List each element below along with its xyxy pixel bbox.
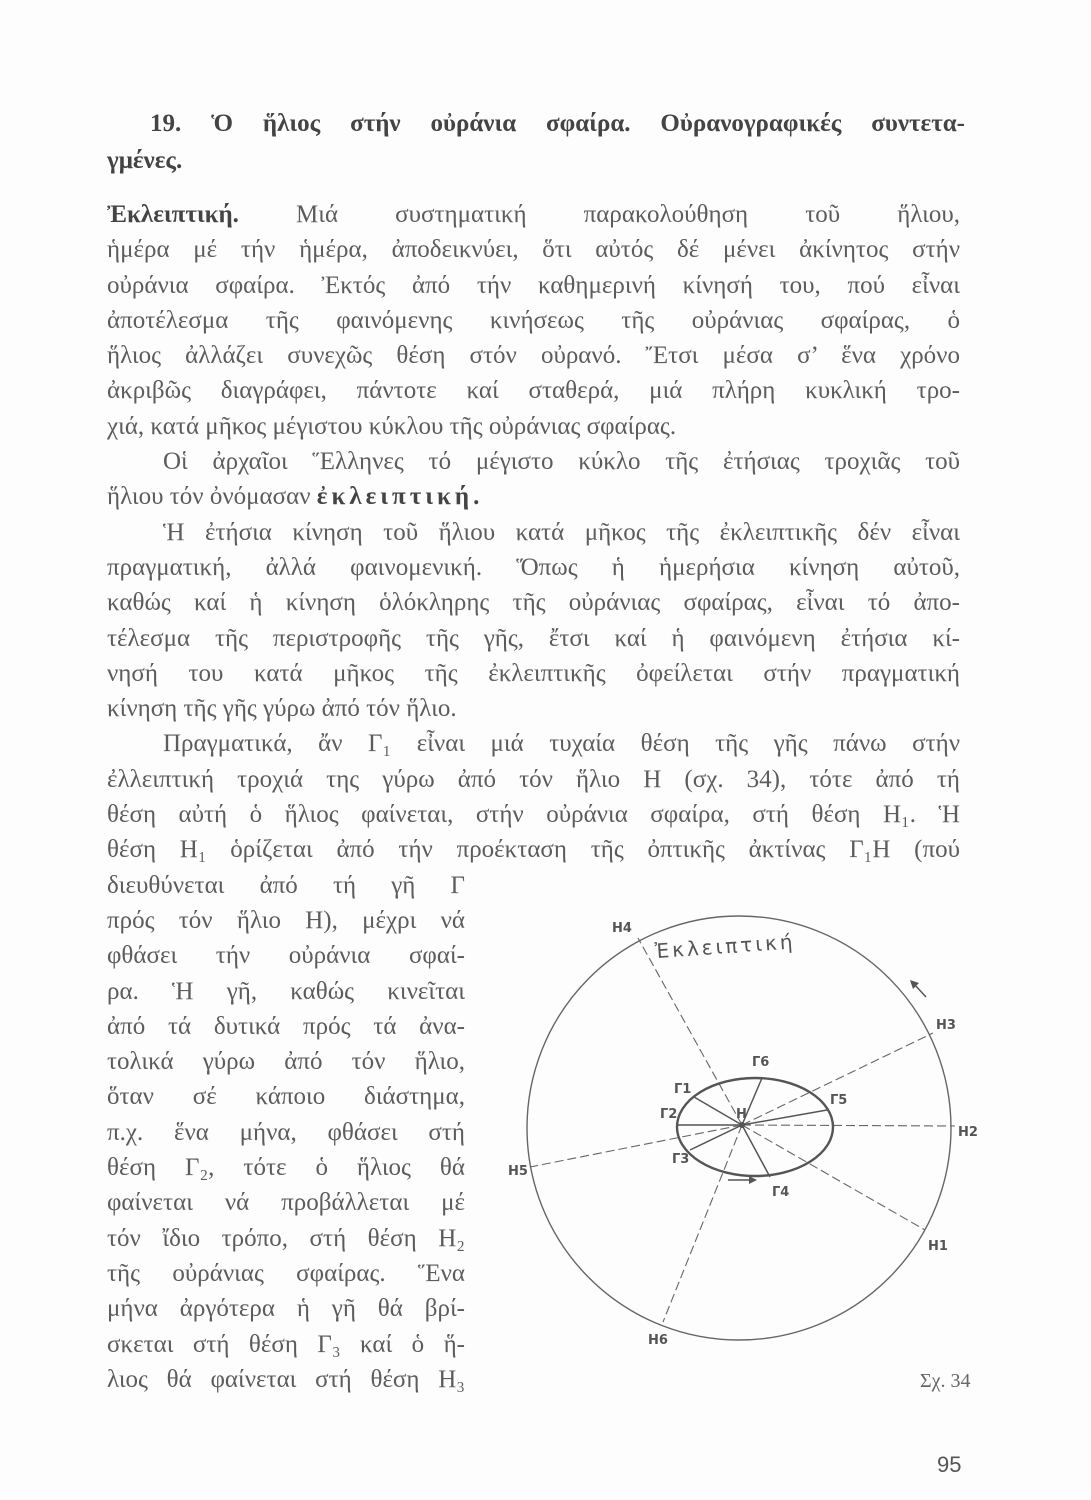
text-run: ρα. Ἡ γῆ, καθώς κινεῖται (107, 977, 465, 1005)
sun-label: Η (736, 1107, 747, 1122)
earth-position-label: Γ5 (830, 1093, 848, 1108)
text-run: νησή του κατά μῆκος τῆς ἐκλειπτικῆς ὀφείλεται στήν πραγματική (107, 659, 960, 687)
bold-term: ἐκλειπτική. (316, 483, 484, 511)
earth-position-label: Γ2 (660, 1107, 678, 1122)
sun-motion-arrow-icon (910, 980, 926, 997)
text-run: ἀπό τά δυτικά πρός τά ἀνα- (107, 1012, 465, 1040)
sightline-solid (742, 1110, 827, 1125)
text-run: διευθύνεται ἀπό τή γῆ Γ (107, 871, 465, 899)
sun-point (739, 1122, 745, 1128)
sun-position-label: Η4 (612, 921, 632, 936)
section-heading: 19. Ὁ ἥλιος στήν οὐράνια σφαίρα. Οὐρανογραφικές συντετα- (150, 110, 965, 137)
earth-position-label: Γ3 (672, 1152, 690, 1167)
sun-position-label: Η2 (958, 1125, 978, 1140)
text-run: τολικά γύρω ἀπό τόν ἥλιο, (107, 1048, 465, 1076)
earth-position-label: Γ4 (772, 1185, 790, 1200)
earth-position-label: Γ6 (752, 1055, 770, 1070)
text-run: καθώς καί ἡ κίνηση ὁλόκληρης τῆς οὐράνιας σφαίρας, εἶναι τό ἀπο- (107, 589, 960, 617)
text-run: χιά, κατά μῆκος μέγιστου κύκλου τῆς οὐράνιας σφαίρας. (107, 412, 677, 440)
page-number: 95 (937, 1452, 962, 1477)
text-run: θέση Γ₂, τότε ὁ ἥλιος θά (107, 1154, 465, 1182)
text-run: ὅταν σέ κάποιο διάστημα, (107, 1083, 465, 1111)
text-run: κίνηση τῆς γῆς γύρω ἀπό τόν ἥλιο. (107, 695, 457, 723)
text-run: π.χ. ἕνα μήνα, φθάσει στή (107, 1118, 465, 1146)
earth-position-label: Γ1 (674, 1082, 692, 1097)
text-run: λιος θά φαίνεται στή θέση Η₃ (107, 1365, 465, 1393)
text-run: σκεται στή θέση Γ₃ καί ὁ ἥ- (107, 1330, 465, 1358)
sun-position-label: Η6 (648, 1333, 668, 1348)
sightline-dashed (530, 1125, 742, 1167)
sightline-dashed (742, 1125, 925, 1230)
text-run: τῆς οὐράνιας σφαίρας. Ἕνα (107, 1259, 465, 1287)
text-run: ἥλιος ἀλλάζει συνεχῶς θέση στόν οὐρανό. Ἔτσι μέσα σ’ ἕνα χρόνο (107, 342, 960, 370)
text-run: μήνα ἀργότερα ἡ γῆ θά βρί- (107, 1295, 465, 1323)
text-run: τέλεσμα τῆς περιστροφῆς τῆς γῆς, ἔτσι καί ἡ φαινόμενη ἐτήσια κί- (107, 624, 960, 652)
text-run: Πραγματικά, ἄν Γ₁ εἶναι μιά τυχαία θέση τῆς γῆς πάνω στήν (163, 730, 960, 758)
text-run: ἐλλειπτική τροχιά της γύρω ἀπό τόν ἥλιο Η (σχ. 34), τότε ἀπό τή (107, 765, 960, 793)
text-run: ἀποτέλεσμα τῆς φαινόμενης κινήσεως τῆς οὐράνιας σφαίρας, ὁ (107, 306, 960, 334)
text-run: ἡμέρα μέ τήν ἡμέρα, ἀποδεικνύει, ὅτι αὐτός δέ μένει ἀκίνητος στήν (107, 236, 960, 264)
sightline-dashed (742, 1125, 955, 1126)
sun-position-label: Η1 (928, 1239, 948, 1254)
orbit-direction-arrow-icon (728, 1176, 757, 1184)
figure-caption: Σχ. 34 (920, 1370, 971, 1392)
text-run: πραγματική, ἀλλά φαινομενική. Ὅπως ἡ ἡμερήσια κίνηση αὐτοῦ, (107, 553, 960, 581)
sightline-solid (690, 1125, 742, 1150)
text-run: ἀκριβῶς διαγράφει, πάντοτε καί σταθερά, μιά πλήρη κυκλική τρο- (107, 377, 960, 405)
text-run: ἥλιου τόν ὀνόμασαν (107, 483, 317, 511)
text-run: οὐράνια σφαίρα. Ἐκτός ἀπό τήν καθημερινή κίνησή του, πού εἶναι (107, 271, 960, 299)
text-run: πρός τόν ἥλιο Η), μέχρι νά (107, 906, 465, 934)
bold-term: Ἐκλειπτική. (107, 201, 239, 228)
text-run: Οἱ ἀρχαῖοι Ἕλληνες τό μέγιστο κύκλο τῆς ἐτήσιας τροχιᾶς τοῦ (163, 448, 960, 476)
ecliptic-label: Ἐκλειπτική (654, 929, 797, 964)
text-run: φαίνεται νά προβάλλεται μέ (107, 1189, 465, 1217)
sun-position-label: Η3 (936, 1018, 956, 1033)
text-run: θέση αὐτή ὁ ἥλιος φαίνεται, στήν οὐράνια σφαίρα, στή θέση Η₁. Ἡ (107, 801, 960, 829)
section-heading-continued: γμένες. (107, 147, 183, 174)
text-run: Ἡ ἐτήσια κίνηση τοῦ ἥλιου κατά μῆκος τῆς ἐκλειπτικῆς δέν εἶναι (163, 518, 960, 546)
celestial-sphere-circle (527, 916, 951, 1340)
sun-position-label: Η5 (508, 1164, 528, 1179)
text-run: θέση Η₁ ὁρίζεται ἀπό τήν προέκταση τῆς ὀπτικῆς ἀκτίνας Γ₁Η (πού (107, 836, 960, 864)
text-run: Μιά συστηματική παρακολούθηση τοῦ ἥλιου, (238, 201, 960, 228)
text-run: τόν ἴδιο τρόπο, στή θέση Η₂ (107, 1224, 465, 1252)
text-run: φθάσει τήν οὐράνια σφαί- (107, 942, 465, 970)
